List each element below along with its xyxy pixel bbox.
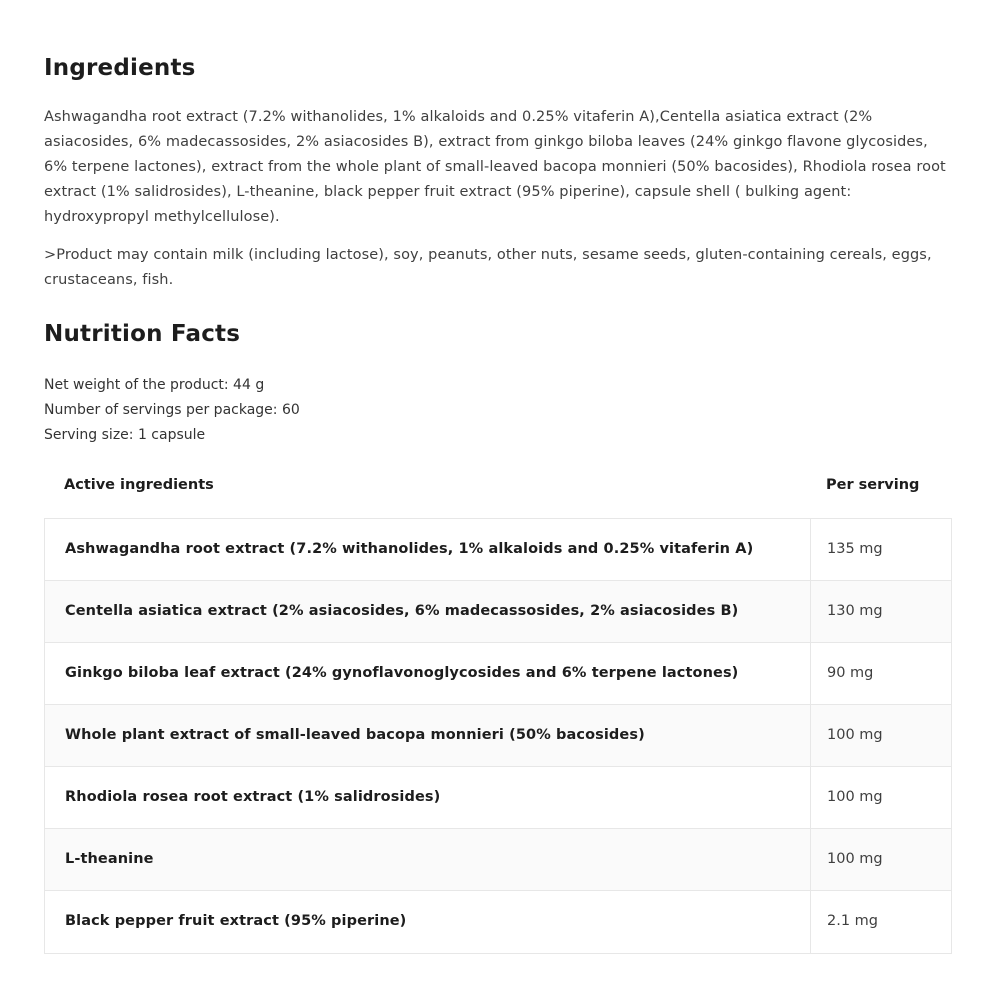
- table-row: [45, 891, 951, 953]
- table-row: [45, 767, 951, 829]
- ingredient-cell: Whole plant extract of small-leaved bacopa monnieri (50% bacosides): [65, 726, 645, 743]
- allergen-note: >Product may contain milk (including lactose), soy, peanuts, other nuts, sesame seeds, gluten-containing cereals, eggs, crustaceans, fish.: [44, 246, 932, 288]
- nutrition-table-body: [44, 518, 952, 954]
- amount-cell: 130 mg: [810, 581, 951, 642]
- table-row: [45, 519, 951, 581]
- ingredient-cell: Rhodiola rosea root extract (1% salidrosides): [65, 788, 441, 805]
- ingredients-paragraph: Ashwagandha root extract (7.2% withanolides, 1% alkaloids and 0.25% vitaferin A),Centella asiatica extract (2% asiacosides, 6% madecassosides, 2% asiacosides B), extract from ginkgo biloba leaves (24% ginkgo flavone glycosides, 6% terpene lactones), extract from the whole plant of small-leaved bacopa monnieri (50% bacosides), Rhodiola rosea root extract (1% salidrosides), L-theanine, black pepper fruit extract (95% piperine), capsule shell ( bulking agent: hydroxypropyl methylcellulose).: [44, 108, 946, 225]
- amount-cell: 100 mg: [810, 829, 951, 890]
- serving-size-line: Serving size: 1 capsule: [44, 426, 206, 443]
- active-ingredients-column-header: Active ingredients: [64, 476, 214, 493]
- ingredient-cell: Ashwagandha root extract (7.2% withanolides, 1% alkaloids and 0.25% vitaferin A): [65, 540, 754, 557]
- ingredient-cell: Ginkgo biloba leaf extract (24% gynoflavonoglycosides and 6% terpene lactones): [65, 664, 739, 681]
- amount-cell: 90 mg: [810, 643, 951, 704]
- table-row: [45, 581, 951, 643]
- table-row: [45, 829, 951, 891]
- amount-cell: 2.1 mg: [810, 891, 951, 953]
- ingredient-cell: Black pepper fruit extract (95% piperine): [65, 913, 407, 930]
- nutrition-table-header: [44, 477, 952, 493]
- ingredient-cell: Centella asiatica extract (2% asiacosides, 6% madecassosides, 2% asiacosides B): [65, 602, 739, 619]
- net-weight-line: Net weight of the product: 44 g: [44, 376, 265, 393]
- servings-per-package-line: Number of servings per package: 60: [44, 401, 300, 418]
- amount-cell: 100 mg: [810, 705, 951, 766]
- ingredients-heading: Ingredients: [44, 55, 196, 81]
- per-serving-column-header: Per serving: [826, 476, 920, 493]
- nutrition-facts-heading: Nutrition Facts: [44, 320, 241, 347]
- table-row: [45, 705, 951, 767]
- amount-cell: 135 mg: [810, 519, 951, 580]
- amount-cell: 100 mg: [810, 767, 951, 828]
- ingredient-cell: L-theanine: [65, 850, 154, 867]
- table-row: [45, 643, 951, 705]
- nutrition-details: [44, 373, 952, 448]
